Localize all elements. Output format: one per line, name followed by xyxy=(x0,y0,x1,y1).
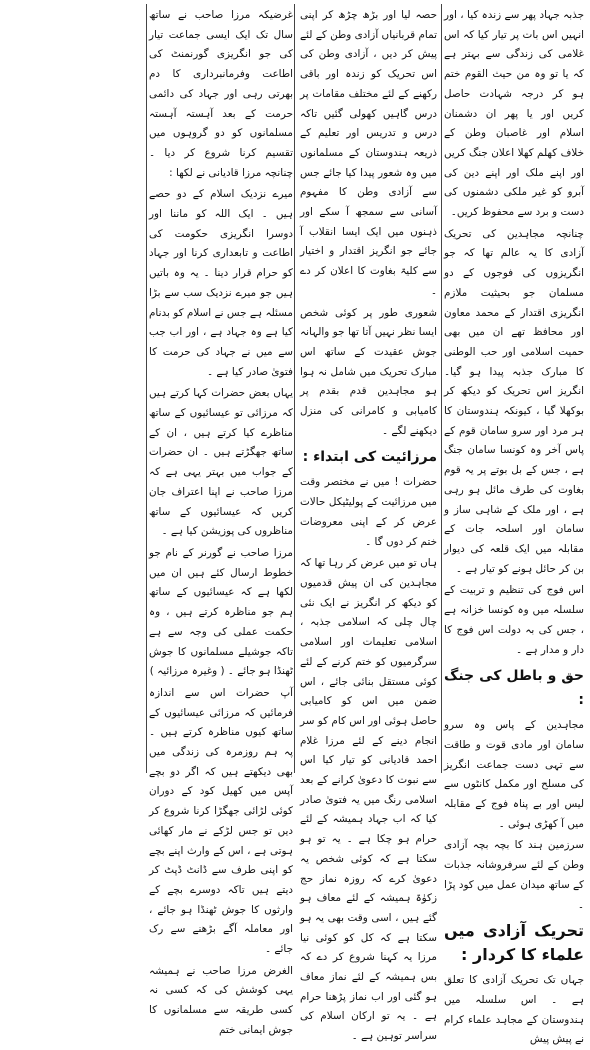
text-column-right-middle xyxy=(300,6,437,1043)
paragraph: غرضیکہ مرزا صاحب نے ساتھ سال تک ایک ایسی جماعت تیار کی جو انگریزی گورنمنٹ کی اطاعت وفرمانبرداری کا دم بھرتی رہی اور جہاد کی دائمی حرمت کے بعد آہستہ آہستہ مسلمانوں کو دو گروہوں میں تقسیم کرنا شروع کر دیا ۔ چنانچہ مرزا قادیانی نے لکھا : xyxy=(149,9,293,179)
paragraph: ہاں تو میں عرض کر رہا تھا کہ مجاہدین کی ان پیش قدمیوں کو دیکھ کر انگریز نے ایک نئی چال چلی کہ اسلامی جذبہ ، اسلامی تعلیمات اور اسلامی سرگرمیوں کو ختم کرنے کے لئے کوئی مستقل بنائی جائے ، اس ضمن میں اس کو کامیابی حاصل ہوئی اور اس کام کو سر انجام دینے کے لئے مرزا غلام احمد قادیانی کو تیار کیا اس سے نبوت کا دعویٰ کرانے کے بعد اسلامی رنگ میں یہ فتویٰ صادر کیا کہ اب جہاد ہمیشہ کے لئے حرام ہو چکا ہے ۔ یہ تو ہو سکتا ہے کہ کوئی شخص یہ دعویٰ کرے کہ روزہ نماز حج زکوٰۃ ہمیشہ کے لئے معاف ہو گئے ہیں ، اسی وقت بھی یہ ہو سکتا ہے کہ کل کو کوئی نیا مرزا یہ کہنا شروع کر دے کہ بس ہمیشہ کے لئے نماز معاف ہو گئی اور اب نماز پڑھنا حرام ہے ۔ یہ تو ارکان اسلام کی سراسر توہین ہے ۔ xyxy=(300,557,437,1043)
text-column-right xyxy=(444,6,584,1046)
text-column-left xyxy=(4,6,142,773)
paragraph: الغرض مرزا صاحب نے ہمیشہ یہی کوشش کی کہ کسی نہ کسی طریقہ سے مسلمانوں کا جوش ایمانی ختم xyxy=(149,964,293,1036)
paragraph: یہاں بعض حضرات کہا کرتے ہیں کہ مرزائی تو عیسائیوں کے ساتھ مناظرے کیا کرتے ہیں ، ان کے ساتھ جھگڑتے ہیں ۔ ان حضرات کے جواب میں بہتر یہی ہے کہ مرزا صاحب نے اپنا اعتراف جان کریں کہ عیسائیوں کے ساتھ مناظروں کی پوزیشن کیا ہے ۔ xyxy=(149,387,293,538)
paragraph: جذبہ جہاد پھر سے زندہ کیا ، اور انہیں اس بات پر تیار کیا کہ اس غلامی کی زندگی سے بہتر ہے کہ یا تو وہ من حیث القوم ختم ہو کر درجہ شہادت حاصل کریں اور یا پھر ان دشمنان اسلام اور غاصبان وطن کے خلاف کھلم کھلا اعلان جنگ کریں اور اپنے ملک اور اپنے دین کی آبرو کو غیر ملکی دشمنوں کی دست و برد سے محفوظ کریں۔ xyxy=(444,9,584,219)
column-divider xyxy=(294,4,295,773)
text-column-left-middle xyxy=(149,6,293,1036)
section-heading: تحریک آزادی میں علماء کا کردار : xyxy=(444,921,584,965)
paragraph: حضرات ! میں نے مختصر وقت میں مرزائیت کے پولیٹیکل حالات عرض کر کے اپنی معروضات ختم کر دوں گا ۔ xyxy=(300,476,437,548)
paragraph: سرزمین ہند کا بچہ بچہ آزادی وطن کے لئے سرفروشانہ جذبات کے ساتھ میدان عمل میں کود پڑا ۔ xyxy=(444,839,584,911)
paragraph: چنانچہ مجاہدین کی تحریک آزادی کا یہ عالم تھا کہ جو انگریزوں کی فوجوں کے دو مسلمان جو بحیثیت ملازم انگریزی اقتدار کے محمد معاون اور محافظ تھے ان میں بھی حمیت اسلامی اور حب الوطنی کا مبارک جذبہ پیدا ہو گیا۔ انگریز اس تحریک کو دیکھ کر بوکھلا گیا ، کیونکہ ہندوستان کا ہر مرد اور سرو سامان قوم کے پاس آخر وہ کونسا سامان جنگ ہے ، جس کے بل بوتے پر یہ قوم بغاوت کی طرف مائل ہو رہی ہے ، اور ملک کے شاہی ساز و سامان اور اسلحہ جات کے مقابلہ میں ایک قلعہ کی دیوار بن کر حائل ہونے کو تیار ہے ۔ xyxy=(444,227,584,575)
paragraph: آپ حضرات اس سے اندازہ فرمائیں کہ مرزائی عیسائیوں کے ساتھ کیوں مناظرہ کرتے ہیں ۔ پہ ہم روزمرہ کی زندگی میں بھی دیکھتے ہیں کہ اگر دو بچے آپس میں کھیل کود کے دوران کوئی لڑائی جھگڑا کرنا شروع کر دیں تو جس لڑکے نے مار کھائی ہوتی ہے ، اس کے وارث اپنے بچے کو اپنی طرف سے ڈانٹ ڈپٹ کر دیتے ہیں تاکہ دوسرے بچے کے وارثوں کا جوش ٹھنڈا ہو جائے ، اور معاملہ آگے بڑھنے سے رک جائے ۔ xyxy=(149,686,293,956)
column-divider xyxy=(146,4,147,773)
paragraph: اس فوج کی تنظیم و تربیت کے سلسلہ میں وہ کونسا خزانہ ہے ، جس کی بہ دولت اس فوج کا دار و مدار ہے ۔ xyxy=(444,584,584,656)
paragraph: مجاہدین کے پاس وہ سرو سامان اور مادی قوت و طاقت سے تہی دست جماعت انگریز کی مسلح اور مکمل کانٹوں سے لیس اور بے پناہ فوج کے مقابلہ میں آ کھڑی ہوئی ۔ xyxy=(444,719,584,830)
section-heading: مرزائیت کی ابتداء : xyxy=(302,449,437,466)
paragraph: حصہ لیا اور بڑھ چڑھ کر اپنی تمام قربانیاں آزادی وطن کے لئے پیش کر دیں ، آزادی وطن کی اس تحریک کو زندہ اور باقی رکھنے کے لئے مختلف مقامات پر درس گاہیں کھولی گئیں تاکہ درس و تدریس اور تعلیم کے ذریعہ ہندوستان کے مسلمانوں میں وہ شعور پیدا کیا جائے جس سے آزادی وطن کا مفہوم آسانی سے سمجھ آ سکے اور ذہنوں میں ایک ایسا انقلاب آ جائے جو انگریز اقتدار و اختیار سے کلیۃ بغاوت کا اعلان کر دے ۔ xyxy=(300,9,437,297)
column-divider xyxy=(441,4,442,773)
paragraph: میرے نزدیک اسلام کے دو حصے ہیں ۔ ایک اللہ کو ماننا اور دوسرا انگریزی حکومت کی اطاعت و تابعداری کرنا اور جہاد کو حرام قرار دینا ۔ یہ وہ باتیں ہیں جو میرے نزدیک سب سے بڑا مسئلہ ہے جس نے اسلام کو بدنام کیا ہے وہ جہاد ہے ، اور اب جب سے میں نے جہاد کی حرمت کا فتویٰ صادر کیا ہے ۔ xyxy=(149,188,293,378)
paragraph: مرزا صاحب نے گورنر کے نام جو خطوط ارسال کئے ہیں ان میں لکھا ہے کہ عیسائیوں کے ساتھ ہم جو مناظرہ کرتے ہیں ، وہ حکمت عملی کی وجہ سے ہے تاکہ جوشیلے مسلمانوں کا جوش ٹھنڈا ہو جائے ۔ ( وغیرہ مرزائیہ ) xyxy=(149,546,293,678)
paragraph: جہاں تک تحریک آزادی کا تعلق ہے ۔ اس سلسلہ میں ہندوستان کے مجاہد علماء کرام نے پیش پیش xyxy=(444,974,584,1046)
section-heading: حق و باطل کی جنگ : xyxy=(444,668,584,709)
paragraph: شعوری طور پر کوئی شخص ایسا نظر نہیں آتا تھا جو والہانہ جوش عقیدت کے ساتھ اس مبارک تحریک میں شامل نہ ہوا ہو مجاہدین قدم بقدم پر کامیابی و کامرانی کی منزل دیکھنے لگے ۔ xyxy=(300,306,437,437)
